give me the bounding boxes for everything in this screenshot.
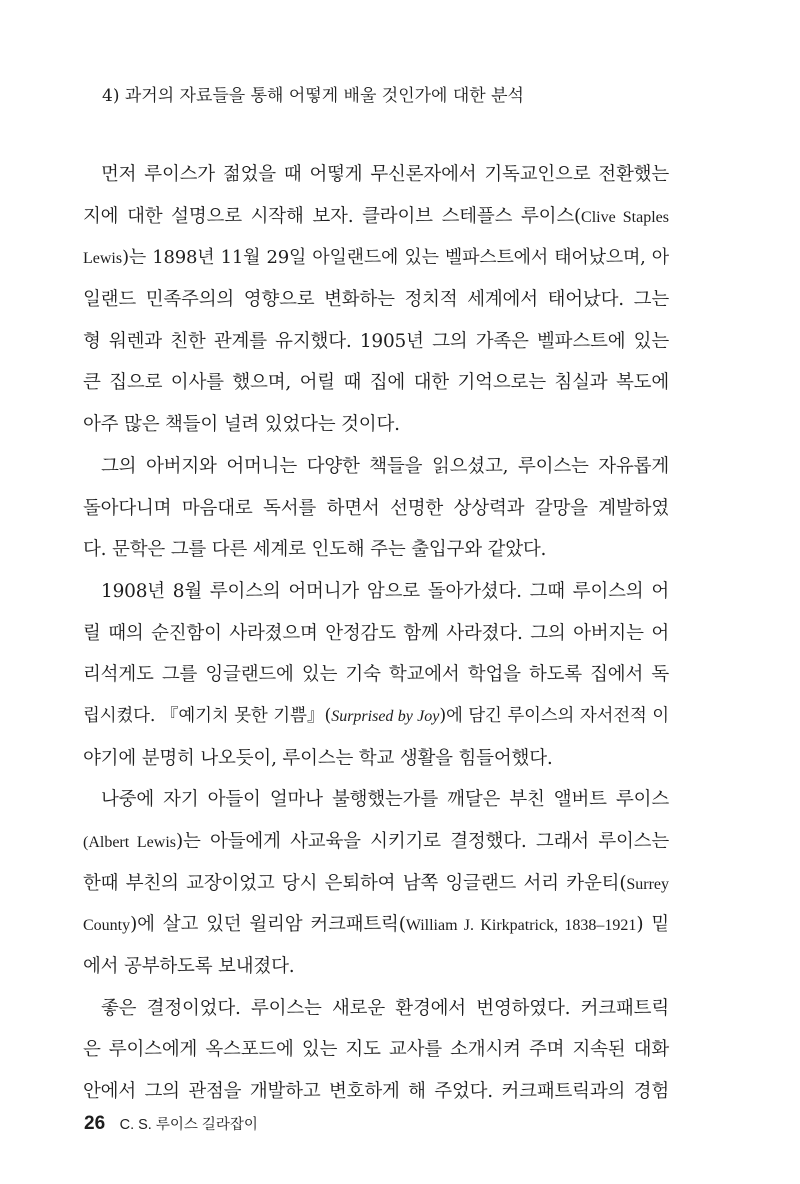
text-segment: ) 밑 (636, 914, 669, 936)
text-line (83, 529, 669, 571)
text-line (83, 946, 669, 988)
text-line (83, 613, 669, 655)
text-line (83, 988, 669, 1030)
body-text (83, 154, 669, 1113)
text-line (83, 821, 669, 863)
text-segment: 다. 문학은 그를 다른 세계로 인도해 주는 출입구와 같았다. (83, 539, 547, 561)
text-line (83, 321, 669, 363)
running-title: C. S. 루이스 길라잡이 (119, 1117, 258, 1133)
text-segment: 은 루이스에게 옥스포드에 있는 지도 교사를 소개시켜 주며 지속된 대화 (83, 1039, 669, 1061)
text-line (83, 654, 669, 696)
text-segment: 한때 부친의 교장이었고 당시 은퇴하여 남쪽 잉글랜드 서리 카운티( (83, 872, 627, 894)
text-line (83, 696, 669, 738)
text-segment: 1908년 8월 루이스의 어머니가 암으로 돌아가셨다. 그때 루이스의 어 (101, 580, 669, 602)
text-segment: 에서 공부하도록 보내졌다. (83, 956, 295, 978)
text-line (83, 779, 669, 821)
text-segment: )는 아들에게 사교육을 시키기로 결정했다. 그래서 루이스는 (176, 831, 669, 852)
text-segment: 립시켰다. 『예기치 못한 기쁨』( (83, 705, 332, 726)
text-line (83, 362, 669, 404)
text-line (83, 738, 669, 780)
page-footer (84, 1112, 258, 1137)
text-line (83, 279, 669, 321)
latin-text-segment: Lewis (83, 250, 123, 268)
text-segment: 큰 집으로 이사를 했으며, 어릴 때 집에 대한 기억으로는 침실과 복도에 (83, 372, 669, 394)
text-segment: 아주 많은 책들이 널려 있었다는 것이다. (83, 414, 400, 436)
latin-text-segment: County (83, 917, 131, 935)
latin-text-segment: Clive Staples (581, 208, 669, 226)
text-line (83, 488, 669, 530)
text-segment: 일랜드 민족주의의 영향으로 변화하는 정치적 세계에서 태어났다. 그는 (83, 289, 669, 311)
page-number: 26 (84, 1113, 106, 1134)
text-line (83, 446, 669, 488)
text-line (83, 904, 669, 946)
section-heading: 4) 과거의 자료들을 통해 어떻게 배울 것인가에 대한 분석 (102, 86, 524, 106)
text-segment: 릴 때의 순진함이 사라졌으며 안정감도 함께 사라졌다. 그의 아버지는 어 (83, 622, 669, 644)
text-segment: 그의 아버지와 어머니는 다양한 책들을 읽으셨고, 루이스는 자유롭게 (101, 455, 669, 477)
text-line (83, 863, 669, 905)
text-line (83, 196, 669, 238)
latin-text-segment: Surprised by Joy (331, 707, 440, 725)
text-segment: 야기에 분명히 나오듯이, 루이스는 학교 생활을 힘들어했다. (83, 747, 553, 769)
text-line (83, 154, 669, 196)
text-line (83, 1029, 669, 1071)
text-line (83, 237, 669, 279)
text-line (83, 1071, 669, 1113)
text-segment: )에 살고 있던 윌리암 커크패트릭( (130, 914, 406, 936)
latin-text-segment: Albert Lewis (88, 834, 176, 851)
latin-text-segment: ( (83, 834, 89, 851)
text-segment: 좋은 결정이었다. 루이스는 새로운 환경에서 번영하였다. 커크패트릭 (101, 997, 669, 1019)
text-line (83, 404, 669, 446)
text-segment: 형 워렌과 친한 관계를 유지했다. 1905년 그의 가족은 벨파스트에 있는 (83, 330, 669, 352)
text-segment: 리석게도 그를 잉글랜드에 있는 기숙 학교에서 학업을 하도록 집에서 독 (83, 664, 669, 686)
text-segment: 먼저 루이스가 젊었을 때 어떻게 무신론자에서 기독교인으로 전환했는 (101, 164, 669, 185)
text-segment: 나중에 자기 아들이 얼마나 불행했는가를 깨달은 부친 앨버트 루이스 (101, 789, 669, 811)
latin-text-segment: Surrey (626, 875, 669, 893)
text-segment: 안에서 그의 관점을 개발하고 변호하게 해 주었다. 커크패트릭과의 경험 (83, 1081, 669, 1103)
text-segment: 지에 대한 설명으로 시작해 보자. 클라이브 스테플스 루이스( (83, 205, 582, 227)
latin-text-segment: William J. Kirkpatrick, 1838–1921 (405, 917, 637, 935)
text-segment: 돌아다니며 마음대로 독서를 하면서 선명한 상상력과 갈망을 계발하였 (83, 497, 669, 519)
text-segment: )는 1898년 11월 29일 아일랜드에 있는 벨파스트에서 태어났으며, 아 (122, 247, 669, 269)
text-line (83, 571, 669, 613)
text-segment: )에 담긴 루이스의 자서전적 이 (439, 705, 670, 726)
